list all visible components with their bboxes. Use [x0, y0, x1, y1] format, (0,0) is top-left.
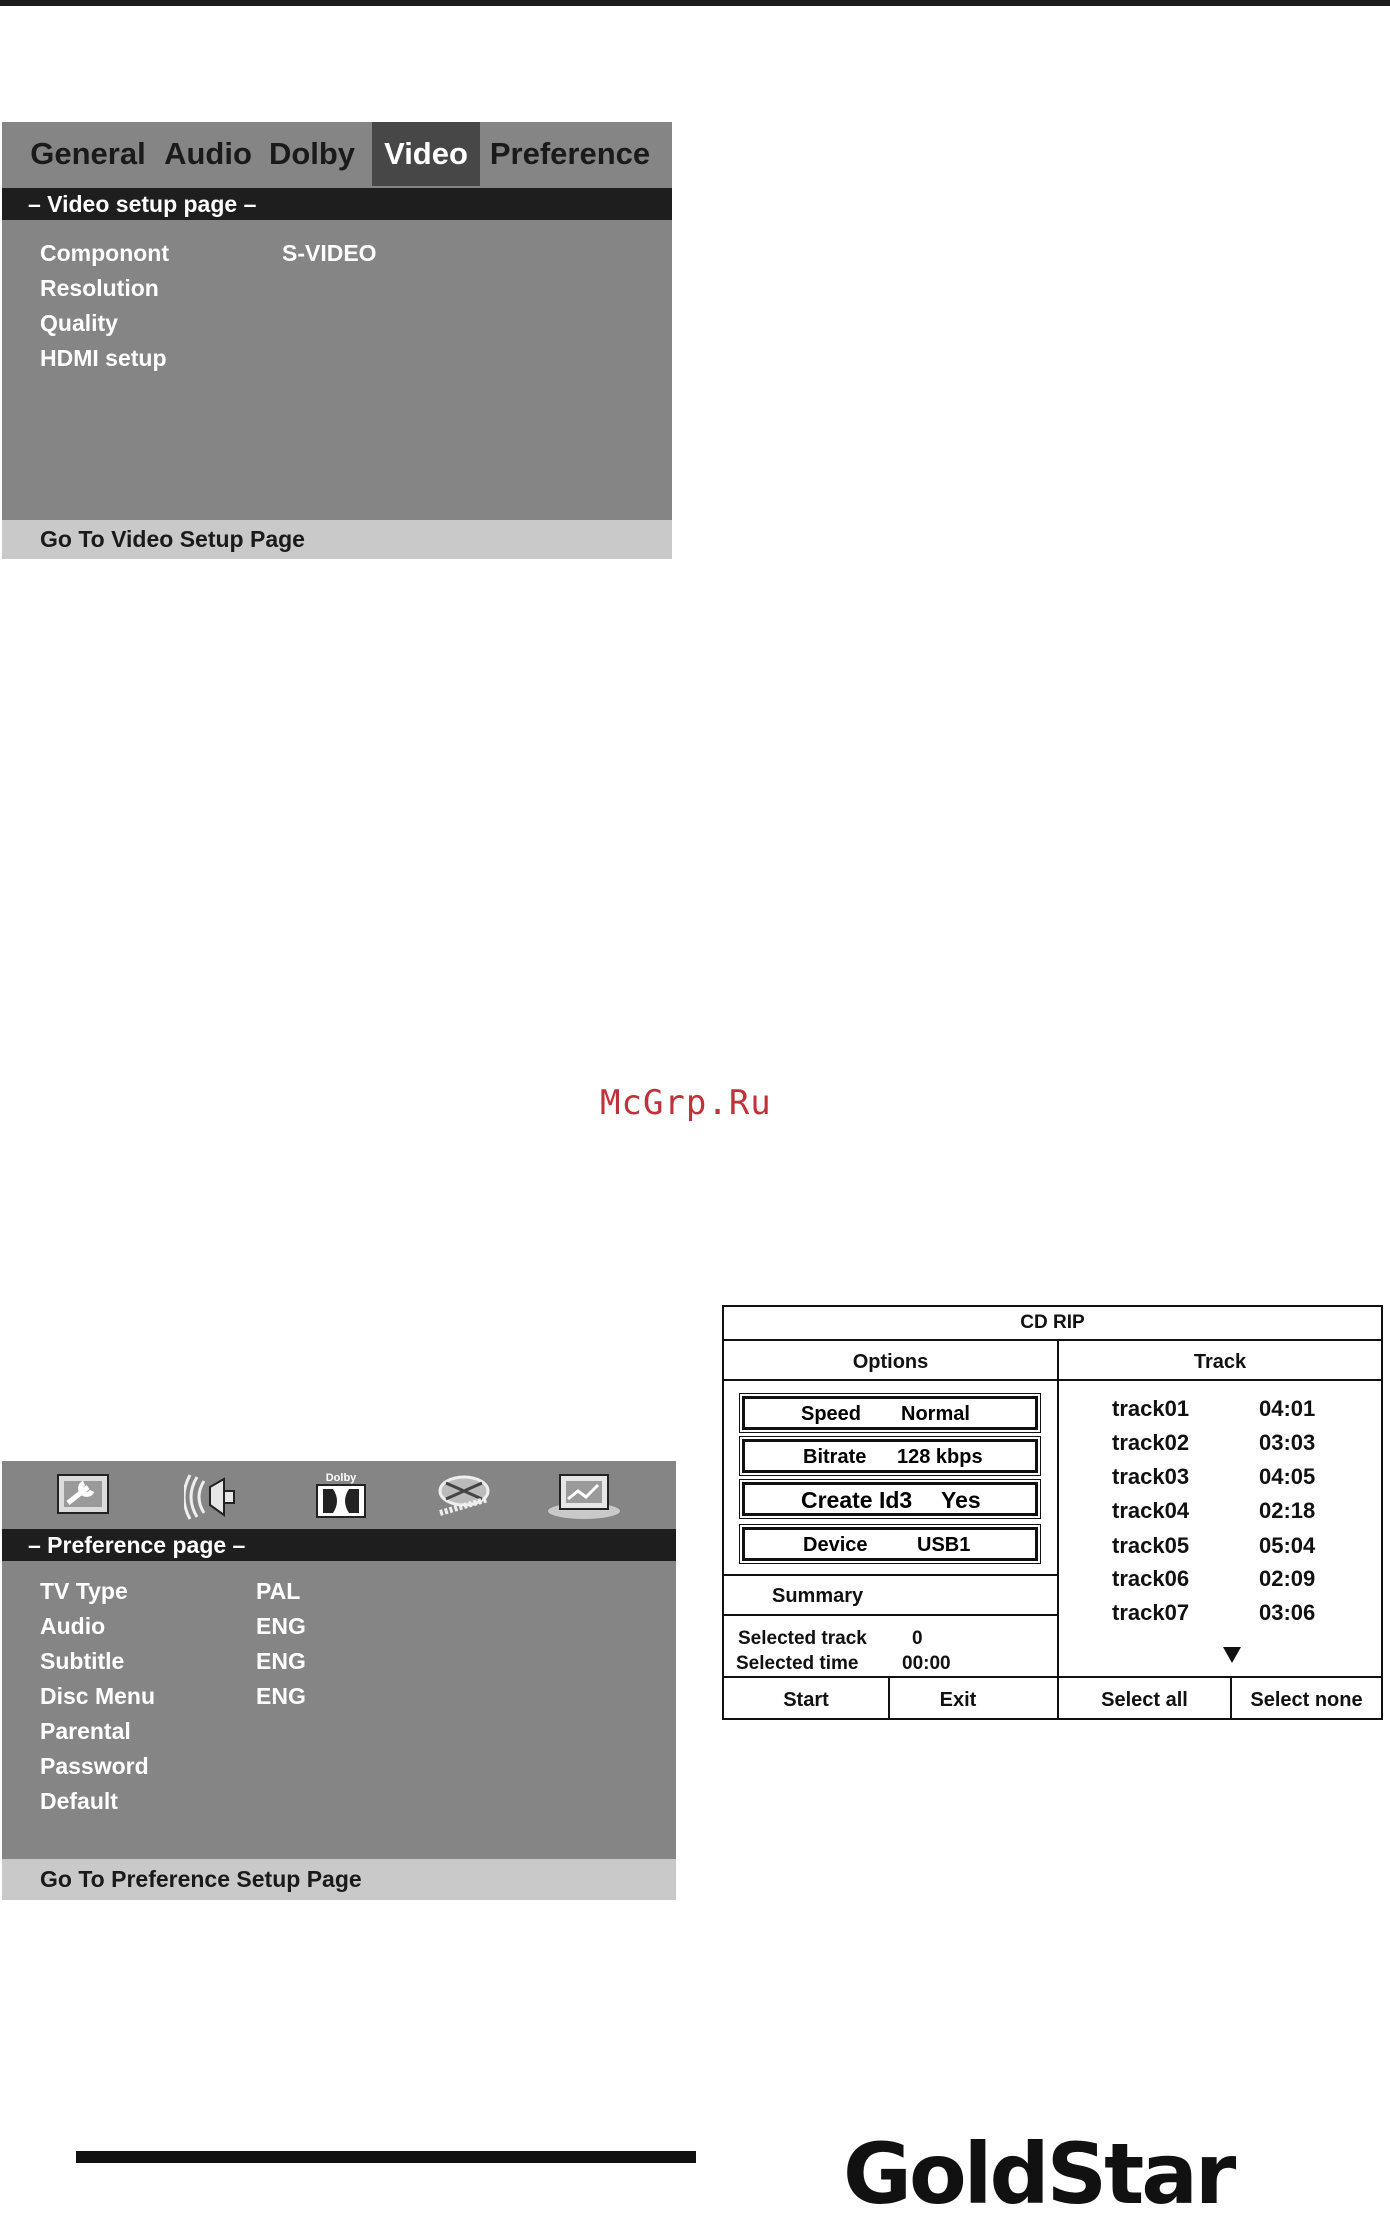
- track-header: Track: [1193, 1351, 1247, 1373]
- track-time: 04:01: [1259, 1396, 1316, 1421]
- tab-dolby[interactable]: Dolby: [268, 136, 356, 171]
- create-id3-value: Yes: [941, 1487, 981, 1513]
- menu-item-resolution[interactable]: Resolution: [40, 275, 159, 301]
- menu-item-audio[interactable]: Audio: [40, 1613, 106, 1639]
- track-name[interactable]: track07: [1112, 1600, 1190, 1625]
- selected-time-label: Selected time: [736, 1653, 859, 1674]
- tab-audio[interactable]: Audio: [164, 136, 252, 171]
- selected-track-value: 0: [912, 1628, 923, 1649]
- watermark: McGrp.Ru: [600, 1083, 772, 1123]
- preference-setup-menu: [2, 1461, 676, 1900]
- selected-track-label: Selected track: [738, 1628, 867, 1649]
- cd-rip-dialog: [722, 1305, 1383, 1720]
- disc-menu-value: ENG: [256, 1683, 306, 1709]
- menu-item-password[interactable]: Password: [40, 1753, 149, 1779]
- track-name[interactable]: track01: [1112, 1396, 1190, 1421]
- track-name[interactable]: track06: [1112, 1566, 1190, 1591]
- preference-icon[interactable]: [546, 1469, 622, 1521]
- track-time: 03:03: [1259, 1430, 1316, 1455]
- goldstar-logo: GoldStar: [843, 2125, 1234, 2223]
- tv-type-value: PAL: [256, 1578, 301, 1604]
- component-value: S-VIDEO: [282, 240, 377, 266]
- track-time: 03:06: [1259, 1600, 1316, 1625]
- options-header: Options: [852, 1351, 929, 1373]
- speed-option[interactable]: [742, 1396, 1038, 1430]
- device-option[interactable]: [742, 1527, 1038, 1561]
- wrench-icon[interactable]: [54, 1469, 114, 1521]
- bitrate-value: 128 kbps: [897, 1446, 983, 1468]
- track-time: 02:18: [1259, 1498, 1316, 1523]
- selected-time-value: 00:00: [902, 1653, 951, 1674]
- video-setup-menu: [2, 122, 672, 559]
- track-name[interactable]: track05: [1112, 1533, 1190, 1558]
- menu-item-tv-type[interactable]: TV Type: [40, 1578, 128, 1604]
- cd-rip-title: CD RIP: [1020, 1312, 1085, 1333]
- menu-item-disc-menu[interactable]: Disc Menu: [40, 1683, 156, 1709]
- track-time: 05:04: [1259, 1533, 1316, 1558]
- bitrate-option[interactable]: [742, 1439, 1038, 1473]
- tab-general[interactable]: General: [30, 136, 146, 171]
- track-name[interactable]: track04: [1112, 1498, 1190, 1523]
- video-page-title: – Video setup page –: [2, 188, 672, 220]
- top-rule: [0, 0, 1390, 6]
- menu-item-hdmi-setup[interactable]: HDMI setup: [40, 345, 167, 371]
- audio-value: ENG: [256, 1613, 306, 1639]
- summary-label: Summary: [772, 1585, 864, 1607]
- setup-tabs: [2, 122, 672, 186]
- speed-value: Normal: [901, 1403, 970, 1425]
- video-status-footer: Go To Video Setup Page: [2, 520, 672, 559]
- device-value: USB1: [917, 1534, 971, 1556]
- footer-rule: [76, 2151, 696, 2163]
- subtitle-value: ENG: [256, 1648, 306, 1674]
- menu-item-parental[interactable]: Parental: [40, 1718, 131, 1744]
- tab-video[interactable]: Video: [372, 122, 480, 186]
- menu-item-quality[interactable]: Quality: [40, 310, 118, 336]
- menu-item-subtitle[interactable]: Subtitle: [40, 1648, 125, 1674]
- bitrate-label: Bitrate: [803, 1446, 867, 1468]
- track-time: 02:09: [1259, 1566, 1316, 1591]
- select-all-button-label: Select all: [1101, 1689, 1188, 1711]
- exit-button-label: Exit: [939, 1689, 977, 1711]
- speed-label: Speed: [801, 1403, 862, 1425]
- tab-preference[interactable]: Preference: [489, 136, 651, 171]
- create-id3-option[interactable]: [742, 1482, 1038, 1516]
- video-reel-icon[interactable]: [432, 1469, 492, 1521]
- dolby-icon-label: Dolby: [325, 1472, 357, 1484]
- speaker-icon[interactable]: [184, 1469, 244, 1521]
- scroll-down-icon[interactable]: [1222, 1646, 1242, 1664]
- setup-icon-bar: [2, 1461, 676, 1529]
- device-label: Device: [803, 1534, 868, 1556]
- track-name[interactable]: track03: [1112, 1464, 1190, 1489]
- preference-page-title: – Preference page –: [2, 1529, 676, 1561]
- dolby-icon[interactable]: [311, 1469, 371, 1521]
- preference-status-footer: Go To Preference Setup Page: [2, 1859, 676, 1900]
- track-time: 04:05: [1259, 1464, 1316, 1489]
- select-none-button-label: Select none: [1250, 1689, 1363, 1711]
- track-list-panel: [1057, 1379, 1383, 1678]
- track-name[interactable]: track02: [1112, 1430, 1190, 1455]
- menu-item-component[interactable]: Componont: [40, 240, 170, 266]
- menu-item-default[interactable]: Default: [40, 1788, 118, 1814]
- create-id3-label: Create Id3: [801, 1487, 913, 1513]
- start-button-label: Start: [783, 1689, 829, 1711]
